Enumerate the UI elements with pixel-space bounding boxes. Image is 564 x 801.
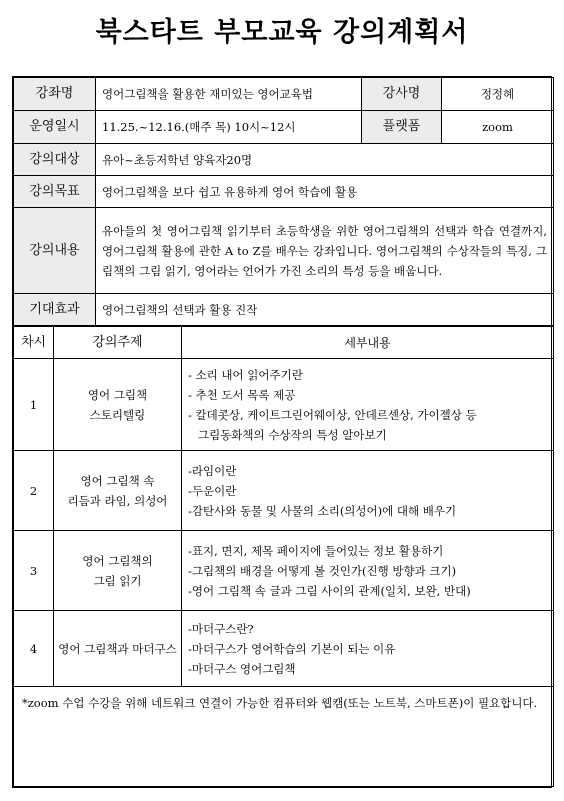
platform-label: 플랫폼 (362, 111, 442, 144)
session-no: 4 (14, 611, 54, 687)
session-no: 1 (14, 359, 54, 451)
session-row (14, 359, 554, 451)
session-topic-line: 영어 그림책의 (82, 553, 153, 568)
session-details (182, 611, 554, 687)
session-details-header: 세부내용 (182, 327, 554, 359)
sessions-header-row (14, 327, 554, 359)
session-detail-item: 그림동화책의 수상작의 특성 알아보기 (198, 427, 387, 442)
session-detail-item: - 추천 도서 목록 제공 (188, 387, 296, 402)
session-detail-item: -마더구스란? (188, 621, 254, 636)
session-detail-item: -마더구스가 영어학습의 기본이 되는 이유 (188, 641, 396, 656)
session-detail-item: -두운이란 (188, 483, 237, 498)
session-detail-item: -감탄사와 동물 및 사물의 소리(의성어)에 대해 배우기 (188, 503, 457, 518)
lecture-plan-form (12, 76, 552, 788)
session-detail-item: - 칼데콧상, 케이트그린어웨이상, 안데르센상, 가이젤상 등 (188, 407, 477, 422)
session-detail-item: -라임이란 (188, 463, 237, 478)
session-topic-line: 스토리텔링 (89, 407, 146, 422)
session-detail-item: -마더구스 영어그림책 (188, 661, 296, 676)
session-topic (54, 359, 182, 451)
goal-label: 강의목표 (14, 176, 96, 208)
schedule-row (14, 111, 554, 144)
session-topic-header: 강의주제 (54, 327, 182, 359)
goal-row (14, 176, 554, 208)
instructor-label: 강사명 (362, 78, 442, 111)
session-topic-line: 그림 읽기 (93, 573, 142, 588)
session-detail-item: -그림책의 배경을 어떻게 볼 것인가(진행 방향과 크기) (188, 563, 457, 578)
instructor-value: 정정혜 (442, 78, 554, 111)
session-topic-line: 영어 그림책 (87, 387, 148, 402)
session-no: 2 (14, 451, 54, 531)
info-table (13, 77, 554, 326)
session-topic-line: 영어 그림책 속 (80, 473, 155, 488)
session-details (182, 451, 554, 531)
content-value: 유아들의 첫 영어그림책 읽기부터 초등학생을 위한 영어그림책의 선택과 학습 연결까지, 영어그림책 활용에 관한 A to Z를 배우는 강좌입니다. 영어그림책의 수상작들의 특징, 그림책의 그림 읽기, 영어라는 언어가 가진 소리의 특성 등을 배웁니다. (96, 208, 554, 294)
course-value: 영어그림책을 활용한 재미있는 영어교육법 (96, 78, 362, 111)
session-topic (54, 451, 182, 531)
session-topic (54, 611, 182, 687)
course-row (14, 78, 554, 111)
session-detail-item: - 소리 내어 읽어주기란 (188, 367, 303, 382)
goal-value: 영어그림책을 보다 쉽고 유용하게 영어 학습에 활용 (96, 176, 554, 208)
session-topic-line: 영어 그림책과 마더구스 (58, 641, 177, 656)
effect-row (14, 294, 554, 326)
session-details (182, 531, 554, 611)
note-row (14, 687, 554, 787)
session-row (14, 531, 554, 611)
session-row (14, 451, 554, 531)
schedule-label: 운영일시 (14, 111, 96, 144)
page-title: 북스타트 부모교육 강의계획서 (95, 17, 469, 48)
schedule-value: 11.25.~12.16.(매주 목) 10시~12시 (96, 111, 362, 144)
session-topic (54, 531, 182, 611)
effect-value: 영어그림책의 선택과 활용 진작 (96, 294, 554, 326)
session-row (14, 611, 554, 687)
platform-value: zoom (442, 111, 554, 144)
session-details (182, 359, 554, 451)
session-topic-line: 리듬과 라임, 의성어 (67, 493, 168, 508)
effect-label: 기대효과 (14, 294, 96, 326)
sessions-table (13, 326, 554, 787)
target-row (14, 144, 554, 176)
target-label: 강의대상 (14, 144, 96, 176)
content-row (14, 208, 554, 294)
session-no: 3 (14, 531, 54, 611)
course-label: 강좌명 (14, 78, 96, 111)
session-no-header: 차시 (14, 327, 54, 359)
zoom-requirement-note: *zoom 수업 수강을 위해 네트워크 연결이 가능한 컴퓨터와 웹캠(또는 노트북, 스마트폰)이 필요합니다. (14, 687, 554, 787)
target-value: 유아~초등저학년 양육자20명 (96, 144, 554, 176)
content-label: 강의내용 (14, 208, 96, 294)
session-detail-item: -영어 그림책 속 글과 그림 사이의 관계(일치, 보완, 반대) (188, 583, 471, 598)
session-detail-item: -표지, 면지, 제목 페이지에 들어있는 정보 활용하기 (188, 543, 444, 558)
